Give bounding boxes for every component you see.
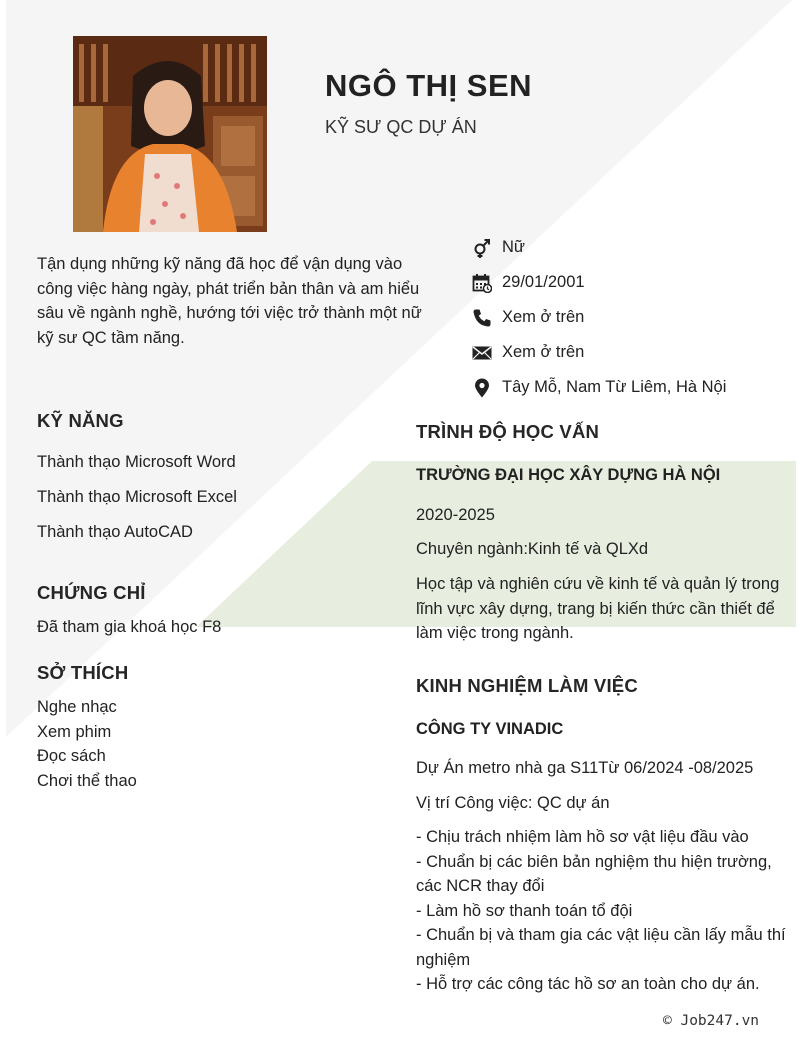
phone-value: Xem ở trên xyxy=(502,308,585,326)
email-icon xyxy=(472,343,492,363)
footer-watermark: © Job247.vn xyxy=(663,1013,760,1029)
skills-heading: KỸ NĂNG xyxy=(37,410,124,431)
duty-item: - Làm hồ sơ thanh toán tổ đội xyxy=(416,901,633,920)
career-objective: Tận dụng những kỹ năng đã học để vận dụng vào công việc hàng ngày, phát triển bản thân và am hiểu sâu về ngành nghề, hướng tới việc trở thành một nữ kỹ sư QC tầm năng. xyxy=(37,255,422,347)
certificates-heading: CHỨNG CHỈ xyxy=(37,582,146,603)
education-major: Chuyên ngành:Kinh tế và QLXd xyxy=(416,540,649,558)
duty-item: - Chuẩn bị và tham gia các vật liệu cần lấy mẫu thí nghiệm xyxy=(416,926,786,969)
location-icon xyxy=(472,378,492,398)
gender-row xyxy=(472,230,726,265)
company-name: CÔNG TY VINADIC xyxy=(416,720,564,738)
duties-list xyxy=(416,825,786,997)
email-value: Xem ở trên xyxy=(502,343,585,361)
duty-item: - Chuẩn bị các biên bản nghiệm thu hiện trường, các NCR thay đổi xyxy=(416,852,772,895)
hobbies-list xyxy=(37,695,137,794)
experience-heading: KINH NGHIỆM LÀM VIỆC xyxy=(416,675,638,696)
birthday-row xyxy=(472,265,726,300)
skill-item: Thành thạo Microsoft Excel xyxy=(37,488,237,506)
school-name: TRƯỜNG ĐẠI HỌC XÂY DỰNG HÀ NỘI xyxy=(416,466,721,484)
education-heading: TRÌNH ĐỘ HỌC VẤN xyxy=(416,421,600,442)
hobby-item: Xem phim xyxy=(37,722,112,741)
calendar-icon xyxy=(472,273,492,293)
project-line: Dự Án metro nhà ga S11Từ 06/2024 -08/2025 xyxy=(416,759,754,777)
hobby-item: Nghe nhạc xyxy=(37,698,117,716)
gender-icon xyxy=(472,238,492,258)
education-description: Học tập và nghiên cứu về kinh tế và quản lý trong lĩnh vực xây dựng, trang bị kiến thức cần thiết để làm việc trong ngành. xyxy=(416,575,780,642)
position-line: Vị trí Công việc: QC dự án xyxy=(416,794,610,812)
skill-item: Thành thạo Microsoft Word xyxy=(37,453,236,471)
address-row xyxy=(472,370,726,405)
phone-icon xyxy=(472,308,492,328)
profile-photo xyxy=(73,36,267,232)
skills-list xyxy=(37,450,237,555)
personal-info xyxy=(472,230,726,405)
job-title: KỸ SƯ QC DỰ ÁN xyxy=(325,117,477,137)
hobby-item: Chơi thể thao xyxy=(37,772,137,791)
skill-item: Thành thạo AutoCAD xyxy=(37,523,193,541)
hobby-item: Đọc sách xyxy=(37,747,106,766)
education-period: 2020-2025 xyxy=(416,506,495,524)
email-row xyxy=(472,335,726,370)
birthday-value: 29/01/2001 xyxy=(502,273,585,291)
gender-value: Nữ xyxy=(502,238,525,256)
duty-item: - Hỗ trợ các công tác hồ sơ an toàn cho dự án. xyxy=(416,975,760,993)
certificate-item: Đã tham gia khoá học F8 xyxy=(37,618,222,636)
duty-item: - Chịu trách nhiệm làm hồ sơ vật liệu đầu vào xyxy=(416,828,749,846)
certificates-list xyxy=(37,615,221,650)
candidate-name: NGÔ THỊ SEN xyxy=(325,68,533,103)
address-value: Tây Mỗ, Nam Từ Liêm, Hà Nội xyxy=(502,378,727,396)
phone-row xyxy=(472,300,726,335)
hobbies-heading: SỞ THÍCH xyxy=(37,662,129,683)
